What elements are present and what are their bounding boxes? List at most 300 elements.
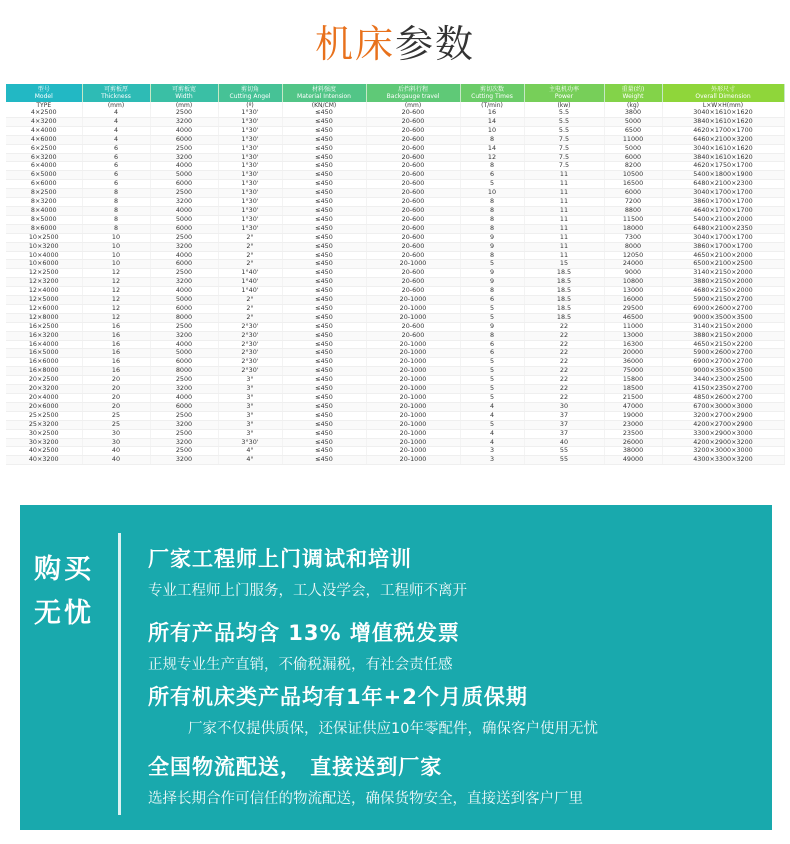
table-cell: ≤450	[282, 456, 366, 465]
table-cell: 5.5	[524, 126, 604, 135]
table-cell: 3200	[150, 153, 218, 162]
table-cell: 20-1000	[366, 411, 460, 420]
guarantee-heading: 厂家工程师上门调试和培训	[148, 547, 412, 571]
table-cell: 16	[82, 340, 150, 349]
table-cell: 3200	[150, 242, 218, 251]
table-row	[6, 260, 784, 269]
table-cell: 20-600	[366, 251, 460, 260]
table-cell: 13000	[604, 331, 662, 340]
table-cell: 24000	[604, 260, 662, 269]
table-cell: 16×8000	[6, 367, 82, 376]
table-cell: 2°	[218, 304, 282, 313]
table-cell: 16×2500	[6, 322, 82, 331]
table-cell: 4650×2100×2000	[662, 251, 784, 260]
table-cell: ≤450	[282, 402, 366, 411]
table-cell: 6	[82, 171, 150, 180]
table-cell: 2500	[150, 447, 218, 456]
table-row	[6, 376, 784, 385]
table-cell: 16	[82, 349, 150, 358]
table-cell: 2°	[218, 251, 282, 260]
table-row	[6, 242, 784, 251]
table-cell: 12	[82, 269, 150, 278]
table-cell: 5000	[150, 171, 218, 180]
table-cell: 16	[82, 358, 150, 367]
column-header	[82, 84, 150, 102]
table-cell: 6×5000	[6, 171, 82, 180]
side-title-line2: 无忧	[34, 598, 94, 629]
table-cell: 12×8000	[6, 313, 82, 322]
table-cell: 2500	[150, 322, 218, 331]
table-cell: 9	[460, 278, 524, 287]
table-cell: 20-1000	[366, 385, 460, 394]
table-row	[6, 144, 784, 153]
guarantee-description: 厂家不仅提供质保，还保证供应10年零配件，确保客户使用无忧	[188, 721, 598, 737]
table-cell: 1°30'	[218, 224, 282, 233]
table-cell: 5000	[150, 215, 218, 224]
table-row	[6, 394, 784, 403]
table-cell: 20-1000	[366, 376, 460, 385]
table-cell: ≤450	[282, 438, 366, 447]
table-cell: 20-600	[366, 287, 460, 296]
table-cell: ≤450	[282, 385, 366, 394]
table-cell: 10×6000	[6, 260, 82, 269]
table-cell: 4	[82, 109, 150, 117]
table-cell: 11	[524, 206, 604, 215]
table-cell: 16×3200	[6, 331, 82, 340]
table-cell: 8	[460, 198, 524, 207]
table-cell: 16×4000	[6, 340, 82, 349]
table-cell: ≤450	[282, 447, 366, 456]
table-row	[6, 269, 784, 278]
table-cell: 20-600	[366, 242, 460, 251]
table-cell: 6	[460, 171, 524, 180]
table-cell: ≤450	[282, 420, 366, 429]
table-cell: 4	[82, 126, 150, 135]
column-header-en: Weight	[622, 93, 644, 100]
table-cell: 14	[460, 117, 524, 126]
table-cell: 5400×2100×2000	[662, 215, 784, 224]
table-cell: 10×3200	[6, 242, 82, 251]
table-cell: 5000	[604, 144, 662, 153]
table-cell: 3200	[150, 438, 218, 447]
table-cell: 3040×1610×1620	[662, 144, 784, 153]
table-cell: 20-1000	[366, 402, 460, 411]
table-cell: 8×5000	[6, 215, 82, 224]
table-cell: 18500	[604, 385, 662, 394]
table-cell: ≤450	[282, 376, 366, 385]
table-cell: 8	[460, 251, 524, 260]
table-cell: 10	[82, 251, 150, 260]
table-cell: 8800	[604, 206, 662, 215]
table-row	[6, 402, 784, 411]
page-title	[0, 18, 790, 70]
table-cell: 3140×2150×2000	[662, 322, 784, 331]
table-cell: 18.5	[524, 287, 604, 296]
table-cell: 4650×2150×2200	[662, 340, 784, 349]
table-cell: 4850×2600×2700	[662, 394, 784, 403]
table-cell: 4	[460, 429, 524, 438]
table-cell: 30	[82, 438, 150, 447]
table-cell: 6000	[604, 153, 662, 162]
column-header	[366, 84, 460, 102]
specs-table	[6, 84, 785, 465]
table-cell: ≤450	[282, 117, 366, 126]
table-cell: 3200×3000×3000	[662, 447, 784, 456]
table-cell: 5900×2600×2700	[662, 349, 784, 358]
table-cell: 1°40'	[218, 278, 282, 287]
table-cell: 4640×1700×1700	[662, 206, 784, 215]
column-header-en: Width	[175, 93, 193, 100]
column-header	[218, 84, 282, 102]
table-cell: 4000	[150, 162, 218, 171]
table-cell: 1°30'	[218, 153, 282, 162]
table-cell: 1°30'	[218, 117, 282, 126]
table-cell: 3°	[218, 402, 282, 411]
column-header-cn: 可剪板宽	[171, 86, 196, 93]
column-header-cn: 外形尺寸	[710, 86, 735, 93]
table-cell: 20-600	[366, 109, 460, 117]
guarantee-item-warranty	[148, 681, 598, 738]
table-cell: 12	[82, 296, 150, 305]
table-cell: 3860×1700×1700	[662, 242, 784, 251]
table-cell: 8	[82, 215, 150, 224]
table-cell: 5	[460, 376, 524, 385]
table-cell: 25	[82, 411, 150, 420]
table-cell: 20-1000	[366, 260, 460, 269]
table-cell: 9	[460, 269, 524, 278]
table-cell: 4×2500	[6, 109, 82, 117]
column-header-cn: 重量(约)	[621, 86, 645, 93]
column-header-en: Thickness	[101, 93, 131, 100]
table-cell: 20-600	[366, 126, 460, 135]
table-cell: 20000	[604, 349, 662, 358]
table-cell: 3040×1700×1700	[662, 189, 784, 198]
guarantee-item-training	[148, 543, 467, 600]
table-cell: 16500	[604, 180, 662, 189]
table-cell: 20-1000	[366, 394, 460, 403]
table-cell: 6000	[150, 358, 218, 367]
table-cell: 1°30'	[218, 126, 282, 135]
table-cell: 2°30'	[218, 340, 282, 349]
table-row	[6, 198, 784, 207]
table-cell: 8	[460, 215, 524, 224]
table-cell: 20-600	[366, 162, 460, 171]
guarantee-item-invoice	[148, 617, 460, 674]
table-row	[6, 233, 784, 242]
table-cell: 7.5	[524, 162, 604, 171]
table-cell: 2°	[218, 313, 282, 322]
table-row	[6, 420, 784, 429]
table-cell: 8	[460, 331, 524, 340]
table-cell: 12050	[604, 251, 662, 260]
table-cell: 16300	[604, 340, 662, 349]
column-unit: (mm)	[150, 102, 218, 109]
table-header-row	[6, 84, 784, 102]
table-cell: 1°30'	[218, 180, 282, 189]
table-cell: 12	[82, 287, 150, 296]
table-row	[6, 331, 784, 340]
table-cell: 8×2500	[6, 189, 82, 198]
table-row	[6, 385, 784, 394]
table-cell: 25×2500	[6, 411, 82, 420]
table-cell: 8×6000	[6, 224, 82, 233]
table-cell: 8	[460, 135, 524, 144]
table-cell: 18.5	[524, 269, 604, 278]
table-cell: 4680×2150×2000	[662, 287, 784, 296]
table-cell: 3	[460, 456, 524, 465]
column-header-en: Material Intension	[297, 93, 351, 100]
table-cell: 3°	[218, 411, 282, 420]
table-row	[6, 304, 784, 313]
table-cell: 1°30'	[218, 215, 282, 224]
table-cell: 16×5000	[6, 349, 82, 358]
table-cell: 20-600	[366, 278, 460, 287]
table-cell: 3440×2300×2500	[662, 376, 784, 385]
table-cell: ≤450	[282, 144, 366, 153]
page-title-part1: 机床	[314, 22, 395, 66]
column-header	[524, 84, 604, 102]
table-cell: 37	[524, 420, 604, 429]
table-cell: 1°30'	[218, 206, 282, 215]
table-cell: 6000	[150, 180, 218, 189]
table-cell: 38000	[604, 447, 662, 456]
table-cell: ≤450	[282, 189, 366, 198]
specs-table-container	[6, 84, 784, 465]
table-cell: 10×2500	[6, 233, 82, 242]
table-cell: 9	[460, 242, 524, 251]
table-cell: 6480×2100×2350	[662, 224, 784, 233]
table-cell: ≤450	[282, 233, 366, 242]
table-cell: 29500	[604, 304, 662, 313]
table-cell: 10×4000	[6, 251, 82, 260]
table-cell: ≤450	[282, 394, 366, 403]
table-cell: ≤450	[282, 242, 366, 251]
table-cell: 25×3200	[6, 420, 82, 429]
table-cell: 4°	[218, 447, 282, 456]
table-cell: 13000	[604, 287, 662, 296]
table-cell: 5	[460, 304, 524, 313]
table-cell: 19000	[604, 411, 662, 420]
table-cell: 20-1000	[366, 367, 460, 376]
table-cell: 40	[82, 447, 150, 456]
table-cell: 40×2500	[6, 447, 82, 456]
column-unit: (kg)	[604, 102, 662, 109]
table-cell: ≤450	[282, 153, 366, 162]
table-cell: 3800	[604, 109, 662, 117]
table-cell: 4×4000	[6, 126, 82, 135]
table-cell: 12	[82, 278, 150, 287]
table-cell: 9000×3500×3500	[662, 313, 784, 322]
table-cell: 4620×1750×1700	[662, 162, 784, 171]
table-cell: 11	[524, 180, 604, 189]
table-row	[6, 322, 784, 331]
table-cell: 4150×2350×2700	[662, 385, 784, 394]
table-cell: 8	[82, 224, 150, 233]
table-cell: 46500	[604, 313, 662, 322]
table-cell: 16×6000	[6, 358, 82, 367]
table-cell: 5	[460, 420, 524, 429]
table-row	[6, 358, 784, 367]
table-cell: 16	[82, 322, 150, 331]
table-cell: 2500	[150, 376, 218, 385]
table-cell: 2°	[218, 296, 282, 305]
table-cell: 11	[524, 233, 604, 242]
table-cell: 8	[82, 206, 150, 215]
column-header	[460, 84, 524, 102]
table-cell: 2°30'	[218, 358, 282, 367]
table-cell: 1°30'	[218, 189, 282, 198]
table-row	[6, 224, 784, 233]
column-header-en: Power	[554, 93, 574, 100]
column-header-cn: 材料强度	[311, 86, 336, 93]
table-cell: 5	[460, 367, 524, 376]
column-unit: (mm)	[366, 102, 460, 109]
table-cell: 8	[460, 287, 524, 296]
table-cell: 6×3200	[6, 153, 82, 162]
table-cell: 2500	[150, 189, 218, 198]
table-cell: 11	[524, 189, 604, 198]
table-cell: 3200	[150, 198, 218, 207]
table-cell: ≤450	[282, 340, 366, 349]
table-cell: 20-600	[366, 135, 460, 144]
table-cell: 3200	[150, 331, 218, 340]
table-cell: 4200×2900×3200	[662, 438, 784, 447]
table-cell: 7300	[604, 233, 662, 242]
column-header	[6, 84, 82, 102]
table-cell: 3200	[150, 456, 218, 465]
table-units-row	[6, 102, 784, 109]
table-cell: 2°	[218, 260, 282, 269]
table-row	[6, 189, 784, 198]
table-cell: 3840×1610×1620	[662, 117, 784, 126]
table-cell: 3200	[150, 278, 218, 287]
table-cell: ≤450	[282, 109, 366, 117]
table-row	[6, 287, 784, 296]
table-row	[6, 251, 784, 260]
column-unit: (T/min)	[460, 102, 524, 109]
table-cell: 8000	[604, 242, 662, 251]
table-cell: 7200	[604, 198, 662, 207]
table-cell: 5	[460, 260, 524, 269]
table-cell: 6	[82, 180, 150, 189]
table-cell: 11	[524, 215, 604, 224]
table-cell: 23500	[604, 429, 662, 438]
table-cell: 3860×1700×1700	[662, 198, 784, 207]
table-cell: 5400×1800×1900	[662, 171, 784, 180]
table-cell: 4000	[150, 287, 218, 296]
table-cell: 4000	[150, 206, 218, 215]
table-cell: 20-600	[366, 331, 460, 340]
table-cell: 10	[82, 260, 150, 269]
table-cell: 3040×1610×1620	[662, 109, 784, 117]
table-cell: 9000×3500×3500	[662, 367, 784, 376]
table-cell: 20-600	[366, 215, 460, 224]
table-row	[6, 278, 784, 287]
table-cell: 6000	[150, 402, 218, 411]
table-cell: 3°	[218, 420, 282, 429]
table-cell: 2°30'	[218, 331, 282, 340]
table-cell: 22	[524, 340, 604, 349]
table-cell: 11	[524, 242, 604, 251]
table-cell: 6	[82, 153, 150, 162]
table-cell: 3040×1700×1700	[662, 233, 784, 242]
table-cell: 40	[524, 438, 604, 447]
table-cell: 5	[460, 394, 524, 403]
table-row	[6, 340, 784, 349]
table-cell: 6000	[150, 260, 218, 269]
table-row	[6, 109, 784, 117]
table-cell: 3880×2150×2000	[662, 331, 784, 340]
table-cell: 22	[524, 349, 604, 358]
table-cell: 6900×2700×2700	[662, 358, 784, 367]
table-cell: 20-600	[366, 171, 460, 180]
column-header-cn: 后挡料行程	[397, 86, 428, 93]
table-cell: 22	[524, 394, 604, 403]
table-row	[6, 367, 784, 376]
table-cell: 20-600	[366, 189, 460, 198]
table-cell: ≤450	[282, 322, 366, 331]
table-row	[6, 135, 784, 144]
table-cell: 37	[524, 411, 604, 420]
column-unit: (KN/CM)	[282, 102, 366, 109]
column-header-cn: 剪切角	[240, 86, 259, 93]
table-row	[6, 456, 784, 465]
table-cell: 9	[460, 233, 524, 242]
table-cell: 20	[82, 376, 150, 385]
guarantee-heading: 所有机床类产品均有1年+2个月质保期	[148, 685, 528, 709]
table-cell: 8×3200	[6, 198, 82, 207]
table-cell: 6900×2600×2700	[662, 304, 784, 313]
table-cell: 36000	[604, 358, 662, 367]
table-cell: 20-1000	[366, 429, 460, 438]
table-cell: 20-600	[366, 233, 460, 242]
table-cell: ≤450	[282, 411, 366, 420]
table-cell: 3°	[218, 429, 282, 438]
table-cell: 4000	[150, 126, 218, 135]
table-cell: 20×4000	[6, 394, 82, 403]
table-cell: 49000	[604, 456, 662, 465]
table-cell: 4×6000	[6, 135, 82, 144]
table-cell: 23000	[604, 420, 662, 429]
table-cell: 20-600	[366, 206, 460, 215]
table-cell: 12×5000	[6, 296, 82, 305]
table-cell: 6500×2100×2500	[662, 260, 784, 269]
table-cell: 5900×2150×2700	[662, 296, 784, 305]
guarantee-description: 选择长期合作可信任的物流配送，确保货物安全，直接送到客户厂里	[148, 791, 583, 807]
table-cell: 6000	[150, 224, 218, 233]
table-cell: 20-1000	[366, 296, 460, 305]
table-cell: 3°30'	[218, 438, 282, 447]
table-cell: 8	[82, 189, 150, 198]
table-cell: 20×3200	[6, 385, 82, 394]
table-cell: 55	[524, 456, 604, 465]
column-unit: L×W×H(mm)	[662, 102, 784, 109]
table-cell: 8	[460, 224, 524, 233]
column-header-cn: 型号	[37, 86, 50, 93]
table-cell: 20×6000	[6, 402, 82, 411]
table-cell: ≤450	[282, 198, 366, 207]
guarantee-heading: 所有产品均含 13% 增值税发票	[148, 621, 460, 645]
column-header-en: Overall Dimension	[695, 93, 751, 100]
table-cell: 4200×2700×2900	[662, 420, 784, 429]
table-cell: 4	[460, 438, 524, 447]
table-cell: 10	[82, 242, 150, 251]
table-cell: 7.5	[524, 144, 604, 153]
table-row	[6, 206, 784, 215]
table-cell: 4300×3300×3200	[662, 456, 784, 465]
table-cell: 1°30'	[218, 135, 282, 144]
table-cell: 12×4000	[6, 287, 82, 296]
